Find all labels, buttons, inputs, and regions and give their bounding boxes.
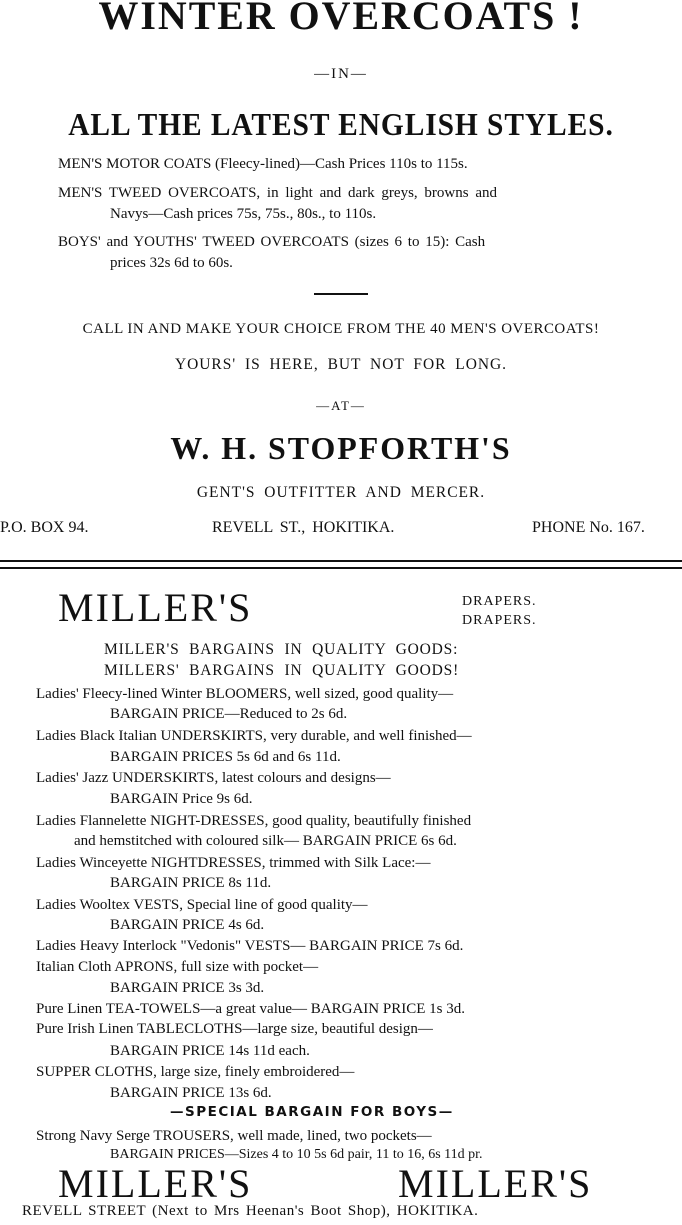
ad1-item-2-cont: Navys—Cash prices 75s, 75s., 80s., to 110s. [110,206,377,222]
ad2-item-10: Pure Irish Linen TABLECLOTHS—large size, beautiful design— [36,1021,433,1037]
ad2-footer-right: MILLER'S [398,1161,593,1206]
ad1-at-label: —AT— [316,398,366,413]
ad1-subhead: ALL THE LATEST ENGLISH STYLES. [68,106,614,142]
ad1-item-1: MEN'S MOTOR COATS (Fleecy-lined)—Cash Prices 110s to 115s. [58,156,468,172]
ad2-item-6-price: BARGAIN PRICE 4s 6d. [110,917,265,933]
ad2-item-1: Ladies' Fleecy-lined Winter BLOOMERS, well sized, good quality— [36,686,454,702]
ad2-item-10-price: BARGAIN PRICE 14s 11d each. [110,1043,310,1059]
ad2-item-7: Ladies Heavy Interlock "Vedonis" VESTS— BARGAIN PRICE 7s 6d. [36,938,464,954]
ad2-item-2-price: BARGAIN PRICES 5s 6d and 6s 11d. [110,749,341,765]
ad2-item-9: Pure Linen TEA-TOWELS—a great value— BARGAIN PRICE 1s 3d. [36,1001,465,1017]
ad-separator-bottom [0,567,682,569]
ad2-item-1-price: BARGAIN PRICE—Reduced to 2s 6d. [110,706,348,722]
ad1-pobox: P.O. BOX 94. [0,519,89,536]
ad1-merchant-name: W. H. STOPFORTH'S [170,430,512,466]
ad2-item-5: Ladies Winceyette NIGHTDRESSES, trimmed with Silk Lace:— [36,855,431,871]
ad2-item-4: Ladies Flannelette NIGHT-DRESSES, good quality, beautifully finished [36,813,472,829]
ad2-special-heading: —SPECIAL BARGAIN FOR BOYS— [170,1104,454,1120]
ad2-boys-trousers: Strong Navy Serge TROUSERS, well made, lined, two pockets— [36,1128,432,1144]
ad1-in-label: —IN— [314,66,368,82]
ad2-item-8: Italian Cloth APRONS, full size with pocket— [36,959,319,975]
ad1-item-3-cont: prices 32s 6d to 60s. [110,255,233,271]
ad1-item-2: MEN'S TWEED OVERCOATS, in light and dark greys, browns and [58,185,497,201]
ad2-bargains-1: MILLER'S BARGAINS IN QUALITY GOODS: [104,641,459,658]
ad2-item-11: SUPPER CLOTHS, large size, finely embroidered— [36,1064,355,1080]
ad2-boys-prices: BARGAIN PRICES—Sizes 4 to 10 5s 6d pair, 11 to 16, 6s 11d pr. [110,1147,483,1162]
ad2-drapers-2: DRAPERS. [462,613,537,628]
ad1-yours-line: YOURS' IS HERE, BUT NOT FOR LONG. [174,356,508,373]
ad2-footer-left: MILLER'S [58,1161,253,1206]
ad2-item-2: Ladies Black Italian UNDERSKIRTS, very durable, and well finished— [36,728,472,744]
ad1-divider [314,293,368,295]
ad2-drapers-1: DRAPERS. [462,594,537,609]
ad1-item-3: BOYS' and YOUTHS' TWEED OVERCOATS (sizes 6 to 15): Cash [58,234,486,250]
ad2-item-6: Ladies Wooltex VESTS, Special line of good quality— [36,897,368,913]
ad2-item-4-price: and hemstitched with coloured silk— BARGAIN PRICE 6s 6d. [74,833,457,849]
ad1-call-to-action: CALL IN AND MAKE YOUR CHOICE FROM THE 40 MEN'S OVERCOATS! [82,321,600,337]
ad1-headline: WINTER OVERCOATS ! [98,0,584,38]
ad1-trade: GENT'S OUTFITTER AND MERCER. [196,484,486,501]
ad2-item-8-price: BARGAIN PRICE 3s 3d. [110,980,265,996]
ad1-phone: PHONE No. 167. [532,519,645,536]
ad2-item-5-price: BARGAIN PRICE 8s 11d. [110,875,272,891]
ad-separator-top [0,560,682,562]
ad2-title: MILLER'S [58,585,253,630]
ad2-item-3-price: BARGAIN Price 9s 6d. [110,791,253,807]
ad2-item-3: Ladies' Jazz UNDERSKIRTS, latest colours and designs— [36,770,391,786]
ad2-address: REVELL STREET (Next to Mrs Heenan's Boot Shop), HOKITIKA. [22,1203,479,1219]
ad1-street: REVELL ST., HOKITIKA. [212,519,395,536]
ad2-bargains-2: MILLERS' BARGAINS IN QUALITY GOODS! [104,662,460,679]
ad2-item-11-price: BARGAIN PRICE 13s 6d. [110,1085,272,1101]
